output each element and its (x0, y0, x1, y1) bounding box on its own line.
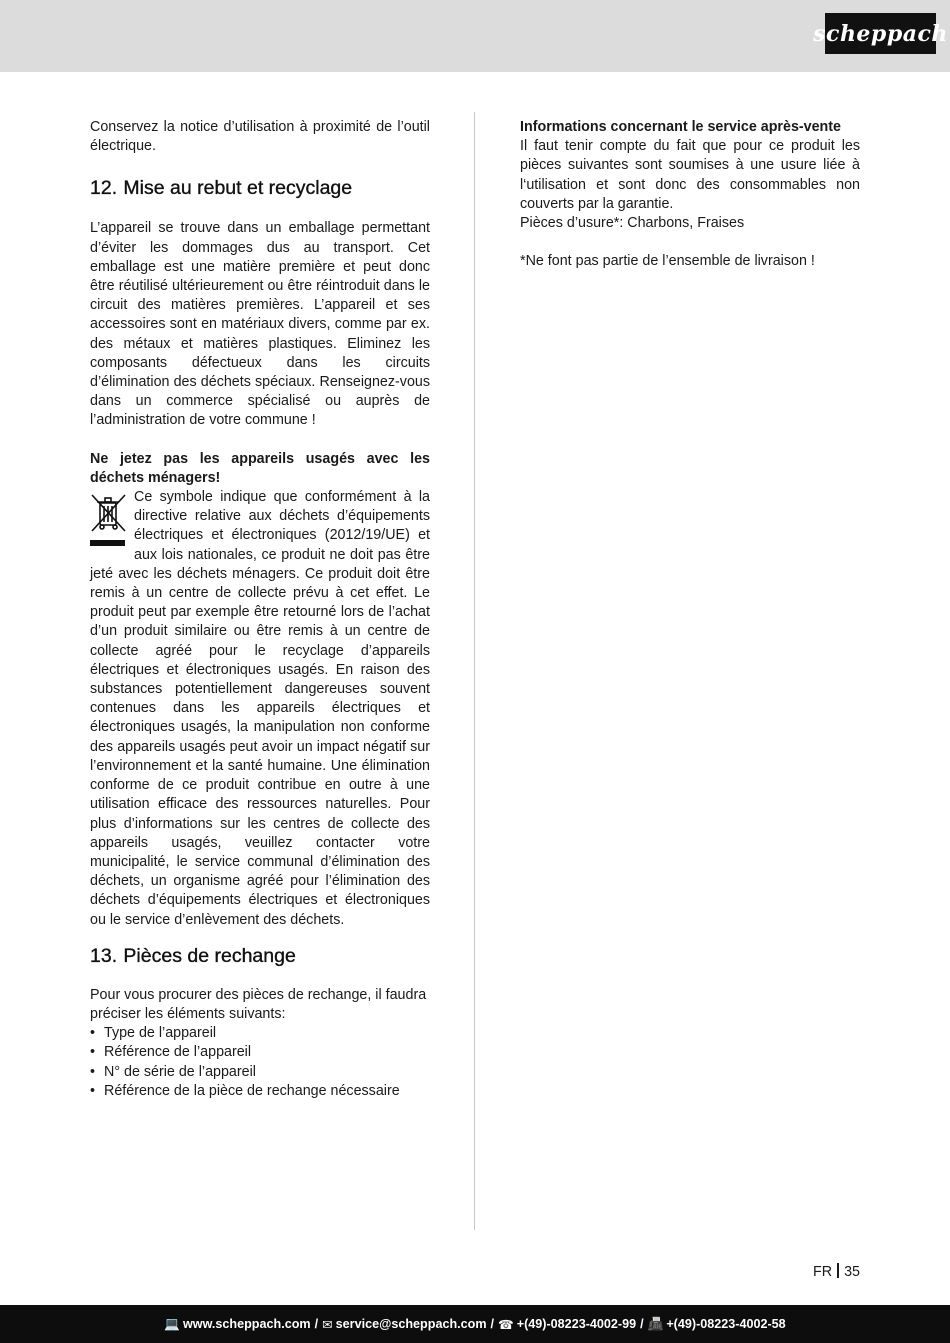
list-item: • Référence de l’appareil (90, 1043, 430, 1062)
phone-icon: ☎ (498, 1317, 514, 1332)
section-title: Pièces de rechange (123, 944, 296, 967)
footer-website[interactable]: www.scheppach.com (182, 1317, 311, 1331)
section-number: 12. (90, 177, 118, 200)
footer-separator: / (490, 1317, 495, 1331)
crossed-out-bin-icon (90, 490, 128, 550)
language-code: FR (813, 1264, 833, 1280)
fax-icon: 📠 (647, 1316, 664, 1331)
footer-phone: +(49)-08223-4002-99 (516, 1317, 637, 1331)
page-number-value: 35 (844, 1264, 860, 1280)
weee-paragraph-block (90, 488, 430, 930)
footer-email[interactable]: service@scheppach.com (335, 1317, 487, 1331)
service-paragraph: Il faut tenir compte du fait que pour ce produit les pièces suivantes sont soumises à une usure liée à l‘utilisation et sont donc des consommables non couverts par la garantie. (520, 138, 860, 212)
page-number (813, 1263, 860, 1280)
footer-bar (0, 1305, 950, 1343)
disposal-warning: Ne jetez pas les appareils usagés avec les déchets ménagers! (90, 450, 430, 486)
intro-text: Conservez la notice d’utilisation à proximité de l’outil électrique. (90, 119, 430, 155)
spare-parts-list (90, 1024, 430, 1101)
scheppach-logo: scheppach (825, 13, 936, 54)
footer-fax: +(49)-08223-4002-58 (666, 1317, 786, 1331)
header-bar (0, 0, 950, 72)
wear-parts-text: Pièces d’usure*: Charbons, Fraises (520, 215, 745, 232)
list-item: • N° de série de l’appareil (90, 1063, 430, 1082)
page-separator (837, 1263, 839, 1278)
footer-separator: / (314, 1317, 319, 1331)
spare-parts-intro: Pour vous procurer des pièces de rechange, il faudra préciser les éléments suivants: (90, 986, 427, 1022)
section-12-heading (90, 176, 430, 200)
list-item: • Référence de la pièce de rechange nécessaire (90, 1082, 430, 1101)
packaging-paragraph: L’appareil se trouve dans un emballage permettant d’éviter les dommages dus au transport. Cet emballage est une matière première et peut donc être réutilisé ultérieurement ou être réintroduit dans le circuit des matières premières. L’appareil et ses accessoires sont en matériaux divers, comme par ex. des métaux et matières plastiques. Eliminez les composants défectueux dans les circuits d’élimination des déchets spéciaux. Renseignez-vous dans un commerce spécialisé ou auprès de l’administration de votre commune ! (90, 220, 430, 429)
column-divider (474, 112, 475, 1230)
mail-icon: ✉ (322, 1317, 333, 1332)
section-13-heading (90, 944, 430, 968)
footer-separator: / (640, 1317, 644, 1331)
right-column (520, 118, 860, 271)
computer-icon: 💻 (164, 1316, 180, 1331)
service-heading: Informations concernant le service après-vente (520, 119, 842, 135)
weee-paragraph: Ce symbole indique que conformément à la directive relative aux déchets d’équipements électriques et électroniques (2012/19/UE) et aux lois nationales, ce produit ne doit pas être jeté avec les déchets ménagers. Ce produit doit être remis à un centre de collecte prévu à cet effet. Le produit peut par exemple être retourné lors de l’achat d’un produit similaire ou être remis à un centre de collecte agréé pour le recyclage d’appareils électriques et électroniques usagés. En raison des substances potentiellement dangereuses souvent contenues dans les appareils électriques et électroniques usagés, la manipulation non conforme des appareils usagés peut avoir un impact négatif sur l’environnement et la santé humaine. Une élimination conforme de ce produit contribue en outre à une utilisation efficace des ressources naturelles. Pour plus d’informations sur les centres de collecte des appareils usagés, veuillez contacter votre municipalité, le service communal d’élimination des déchets, un organisme agréé pour l’élimination des déchets d’équipements électriques et électroniques ou le service d’enlèvement des déchets. (90, 489, 430, 928)
section-title: Mise au rebut et recyclage (123, 177, 353, 200)
left-column (90, 118, 430, 1101)
section-number: 13. (90, 944, 118, 967)
delivery-note: *Ne font pas partie de l’ensemble de livraison ! (520, 253, 815, 270)
list-item: • Type de l’appareil (90, 1024, 430, 1043)
